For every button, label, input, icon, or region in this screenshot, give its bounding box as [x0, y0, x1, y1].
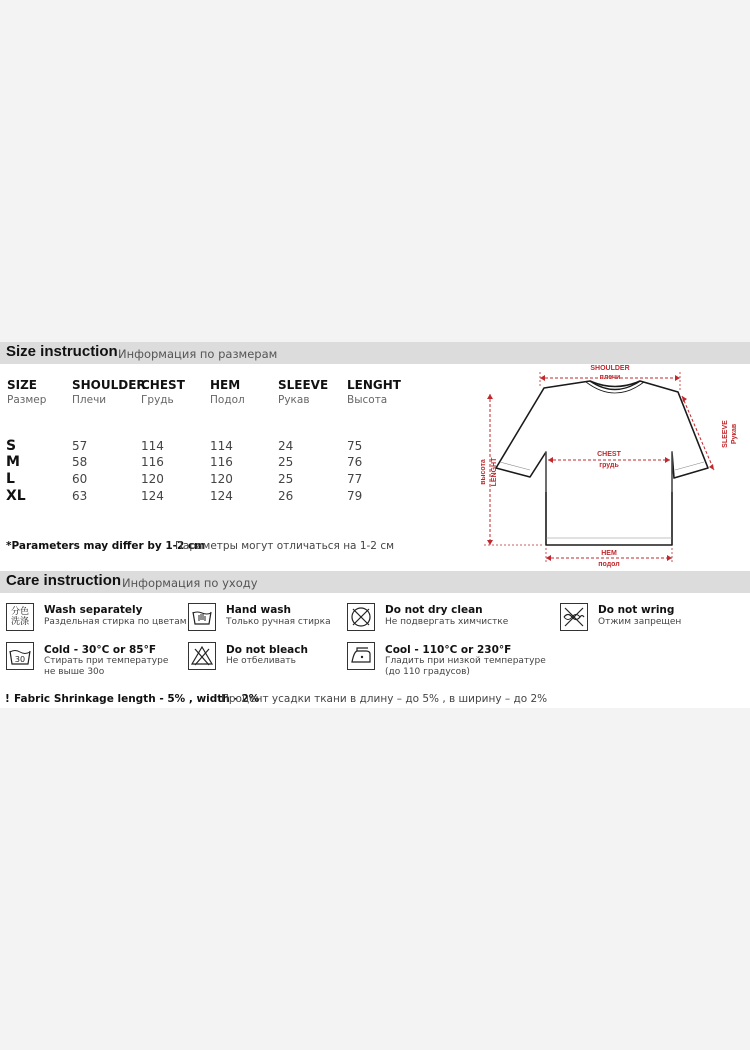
care-subtitle: Не отбеливать	[226, 656, 296, 666]
care-title: Wash separately	[44, 604, 143, 616]
shrink-mark: !	[5, 693, 10, 705]
care-title: Cold - 30°C or 85°F	[44, 644, 157, 656]
hand-wash-icon	[188, 603, 216, 631]
length-cell: 79	[347, 489, 363, 503]
care-title: Do not wring	[598, 604, 675, 616]
size-instruction-header	[0, 342, 750, 364]
hem-label: HEM	[601, 550, 617, 557]
chest-cell: 116	[141, 455, 164, 469]
shoulder-label: SHOULDER	[590, 365, 630, 372]
chest-cell: 124	[141, 489, 164, 503]
care-subtitle: Стирать при температуре	[44, 656, 169, 666]
sleeve-cell: 24	[278, 439, 294, 453]
iron-low-icon	[347, 642, 375, 670]
length-label: LENGHT	[491, 457, 498, 487]
sleeve-cell: 25	[278, 455, 294, 469]
size-cell: L	[6, 471, 15, 487]
care-subtitle-2: не выше 30о	[44, 667, 105, 677]
shrinkage-note: Fabric Shrinkage length - 5% , width - 2%	[14, 693, 260, 705]
length-cell: 76	[347, 455, 363, 469]
hem-cell: 114	[210, 439, 233, 453]
sleeve-cell: 26	[278, 489, 294, 503]
care-instruction-subtitle: Информация по уходу	[122, 576, 258, 590]
svg-text:30: 30	[14, 655, 26, 664]
care-subtitle: Только ручная стирка	[226, 617, 331, 627]
header-sleeve: SLEEVE	[278, 378, 329, 392]
shoulder-cell: 58	[72, 455, 88, 469]
header-chest: CHEST	[141, 378, 185, 392]
no-bleach-icon	[188, 642, 216, 670]
care-subtitle: Отжим запрещен	[598, 617, 682, 627]
header-sleeve-ru: Рукав	[278, 394, 310, 406]
length-cell: 77	[347, 472, 363, 486]
chest-label-ru: грудь	[599, 462, 619, 469]
sleeve-cell: 25	[278, 472, 294, 486]
hem-label-ru: подол	[598, 561, 620, 568]
tshirt-measurement-diagram	[470, 362, 740, 572]
sleeve-label: SLEEVE	[722, 420, 729, 448]
header-size-ru: Размер	[7, 394, 47, 406]
shoulder-cell: 60	[72, 472, 88, 486]
chest-cell: 114	[141, 439, 164, 453]
no-wring-icon	[560, 603, 588, 631]
shoulder-cell: 63	[72, 489, 88, 503]
sleeve-label-ru: Рукав	[731, 423, 738, 445]
length-label-ru: высота	[480, 459, 487, 485]
header-length: LENGHT	[347, 378, 401, 392]
parameters-note: *Parameters may differ by 1-2 cm	[6, 540, 206, 552]
length-cell: 75	[347, 439, 363, 453]
care-subtitle: Раздельная стирка по цветам	[44, 617, 187, 627]
care-title: Cool - 110°C or 230°F	[385, 644, 512, 656]
parameters-note-ru: Параметры могут отличаться на 1-2 см	[175, 540, 395, 552]
hem-cell: 124	[210, 489, 233, 503]
size-instruction-subtitle: Информация по размерам	[118, 347, 278, 361]
header-shoulder-ru: Плечи	[72, 394, 107, 406]
hem-cell: 116	[210, 455, 233, 469]
hem-cell: 120	[210, 472, 233, 486]
header-size: SIZE	[7, 378, 38, 392]
shoulder-cell: 57	[72, 439, 88, 453]
wash-30-icon	[6, 642, 34, 670]
care-subtitle: Гладить при низкой температуре	[385, 656, 546, 666]
size-cell: S	[6, 438, 17, 454]
care-subtitle: Не подвергать химчистке	[385, 617, 509, 627]
care-instruction-header	[0, 571, 750, 593]
care-instruction-title: Care instruction	[6, 572, 122, 589]
chest-label: CHEST	[597, 451, 621, 458]
no-dry-clean-icon	[347, 603, 375, 631]
care-title: Hand wash	[226, 604, 292, 616]
care-subtitle-2: (до 110 градусов)	[385, 667, 470, 677]
size-cell: XL	[6, 488, 26, 504]
shrinkage-note-ru: Процент усадки ткани в длину – до 5% , в ширину – до 2%	[221, 693, 548, 705]
chest-cell: 120	[141, 472, 164, 486]
header-length-ru: Высота	[347, 394, 388, 406]
shoulder-label-ru: плечи	[599, 374, 621, 381]
size-cell: M	[6, 454, 20, 470]
header-hem-ru: Подол	[210, 394, 245, 406]
header-hem: HEM	[210, 378, 241, 392]
care-title: Do not bleach	[226, 644, 308, 656]
header-chest-ru: Грудь	[141, 394, 174, 406]
header-shoulder: SHOULDER	[72, 378, 146, 392]
size-instruction-title: Size instruction	[6, 343, 118, 360]
size-care-card	[0, 342, 750, 708]
separate-colors-icon: 分色 洗涤	[6, 603, 34, 631]
care-title: Do not dry clean	[385, 604, 483, 616]
